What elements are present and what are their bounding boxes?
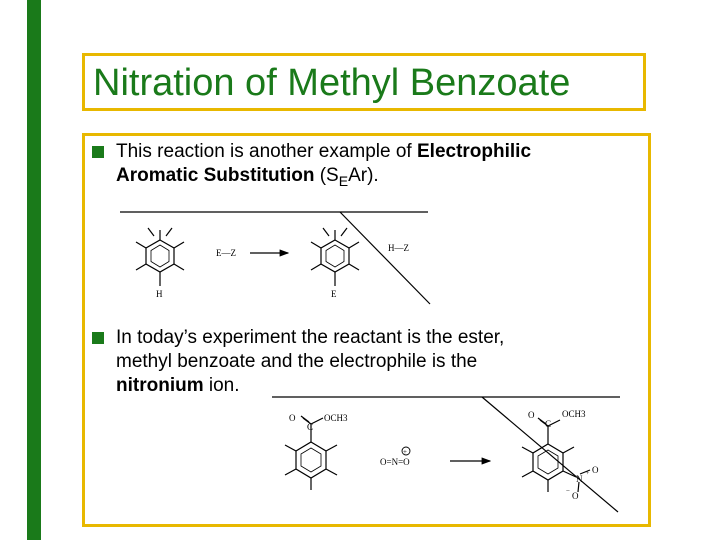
scheme-1-diagonal-rule <box>340 212 430 304</box>
slide-title: Nitration of Methyl Benzoate <box>93 62 571 104</box>
product-e-label: E <box>331 289 337 299</box>
reactant-benzene-ring <box>136 228 184 286</box>
electrophile-label: E—Z <box>216 248 236 258</box>
bullet-2-text-post: ion. <box>203 375 240 396</box>
scheme-1 <box>120 212 430 304</box>
nitro-o2-label: O <box>572 491 579 501</box>
nitro-plus-label: + <box>586 471 590 477</box>
bullet-1-subscript: E <box>338 172 349 189</box>
product-och3-label: OCH3 <box>562 409 586 419</box>
scheme-2-labels <box>289 409 599 501</box>
reactant-h-label: H <box>156 289 163 299</box>
byproduct-label: H—Z <box>388 243 409 253</box>
product-benzene-ring <box>311 228 359 286</box>
bullet-1-bold-a: Electrophilic <box>417 141 532 162</box>
product-o-label: O <box>528 410 535 420</box>
bullet-1-text-a: This reaction is another example of <box>116 141 417 162</box>
bullet-2-line-1: In today’s experiment the reactant is the ester, <box>116 327 505 348</box>
bullet-2-bold: nitronium <box>116 375 204 396</box>
bullet-1-bold-b: Aromatic Substitution <box>116 165 315 186</box>
product-c-label: C <box>545 419 552 429</box>
bullet-2-line-2: methyl benzoate and the electrophile is the <box>116 351 478 372</box>
scheme-1-labels <box>156 243 409 299</box>
bullet-1-text-c: Ar). <box>348 165 379 186</box>
ester-och3-label: OCH3 <box>324 413 348 423</box>
nitro-n-label: N <box>576 474 583 484</box>
nitro-minus-label: − <box>566 487 570 495</box>
bullet-1-text-b: (S <box>314 165 339 186</box>
nitronium-label: O=N=O <box>380 457 410 467</box>
scheme-2-diagonal-rule <box>482 397 618 512</box>
nitronium-charge: + <box>403 448 407 456</box>
ester-c-label: C <box>307 422 314 432</box>
nitro-o1-label: O <box>592 465 599 475</box>
ester-o-label: O <box>289 413 296 423</box>
